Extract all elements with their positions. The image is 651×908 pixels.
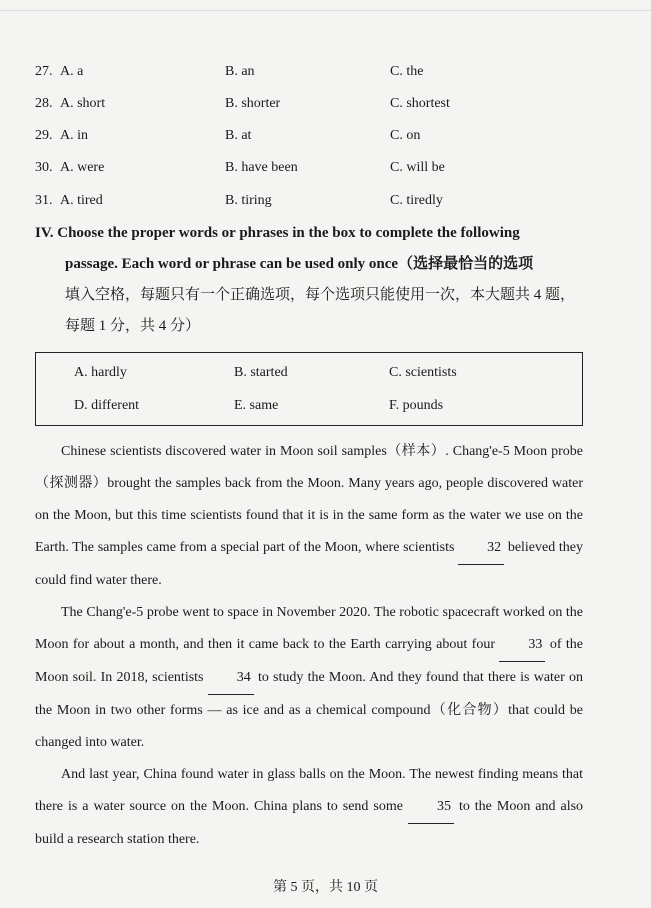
- question-31: [0, 193, 651, 217]
- option-b: B. shorter: [225, 96, 281, 111]
- passage: [35, 436, 583, 856]
- text: to the Moon and also build a research station there.: [35, 799, 584, 847]
- option-c: C. on: [390, 128, 421, 143]
- option-a: A. were: [60, 160, 105, 175]
- option-c: C. shortest: [390, 96, 450, 111]
- word-bank-c: C. scientists: [389, 365, 457, 380]
- question-number: 31.: [35, 193, 53, 208]
- option-b: B. an: [225, 64, 255, 79]
- option-b: B. at: [225, 128, 252, 143]
- paragraph-2: [35, 597, 583, 759]
- option-c: C. will be: [390, 160, 445, 175]
- word-bank-e: E. same: [234, 398, 279, 413]
- text: to study the Moon. And they found that there is water on the Moon in two other forms — as ice and as a chemical compound（化合物）that could be changed into water.: [35, 670, 584, 750]
- question-number: 30.: [35, 160, 53, 175]
- paragraph-1: [35, 436, 583, 597]
- text: The Chang'e-5 probe went to space in November 2020. The robotic spacecraft worked on the Moon for about a month, and then it came back to the Earth carrying about four: [35, 605, 583, 652]
- question-number: 29.: [35, 128, 53, 143]
- question-number: 28.: [35, 96, 53, 111]
- option-a: A. short: [60, 96, 106, 111]
- question-27: [0, 64, 651, 88]
- option-a: A. a: [60, 64, 84, 79]
- blank-32: 32: [458, 532, 504, 565]
- option-c: C. the: [390, 64, 424, 79]
- word-bank-a: A. hardly: [74, 365, 127, 380]
- text: of the Moon soil. In 2018, scientists: [35, 637, 584, 685]
- option-a: A. tired: [60, 193, 103, 208]
- page-footer: 第 5 页，共 10 页: [273, 880, 378, 895]
- option-c: C. tiredly: [390, 193, 443, 208]
- text: And last year, China found water in glass balls on the Moon. The newest finding means that there is a water source on the Moon. China plans to send some: [35, 767, 583, 814]
- blank-34: 34: [208, 662, 254, 695]
- section-iv-instructions: [35, 218, 595, 342]
- question-29: [0, 128, 651, 152]
- question-28: [0, 96, 651, 120]
- word-bank-d: D. different: [74, 398, 140, 413]
- section-heading: IV. Choose the proper words or phrases in the box to complete the following: [35, 225, 520, 241]
- question-30: [0, 160, 651, 184]
- text: believed they could find water there.: [35, 540, 584, 588]
- section-instruction-cn: 填入空格，每题只有一个正确选项，每个选项只能使用一次，本大题共 4 题，: [65, 287, 576, 303]
- paragraph-3: [35, 759, 583, 856]
- option-b: B. tiring: [225, 193, 272, 208]
- option-a: A. in: [60, 128, 88, 143]
- word-bank-box: [35, 352, 583, 426]
- text: Chinese scientists discovered water in Moon soil samples（样本）. Chang'e-5 Moon probe（探测器）brought the samples back from the Moon. Many years ago, people discovered water on the Moon, but this time scientists found that it is in the same form as the water we use on the Earth. The samples came from a special part of the Moon, where scientists: [35, 444, 583, 555]
- word-bank-f: F. pounds: [389, 398, 444, 413]
- question-number: 27.: [35, 64, 53, 79]
- word-bank-b: B. started: [234, 365, 288, 380]
- section-heading-cont: passage. Each word or phrase can be used only once（选择最恰当的选项: [65, 256, 534, 272]
- top-divider: [0, 10, 651, 11]
- section-score-note: 每题 1 分，共 4 分）: [65, 318, 201, 334]
- blank-35: 35: [408, 791, 454, 824]
- blank-33: 33: [499, 629, 545, 662]
- option-b: B. have been: [225, 160, 298, 175]
